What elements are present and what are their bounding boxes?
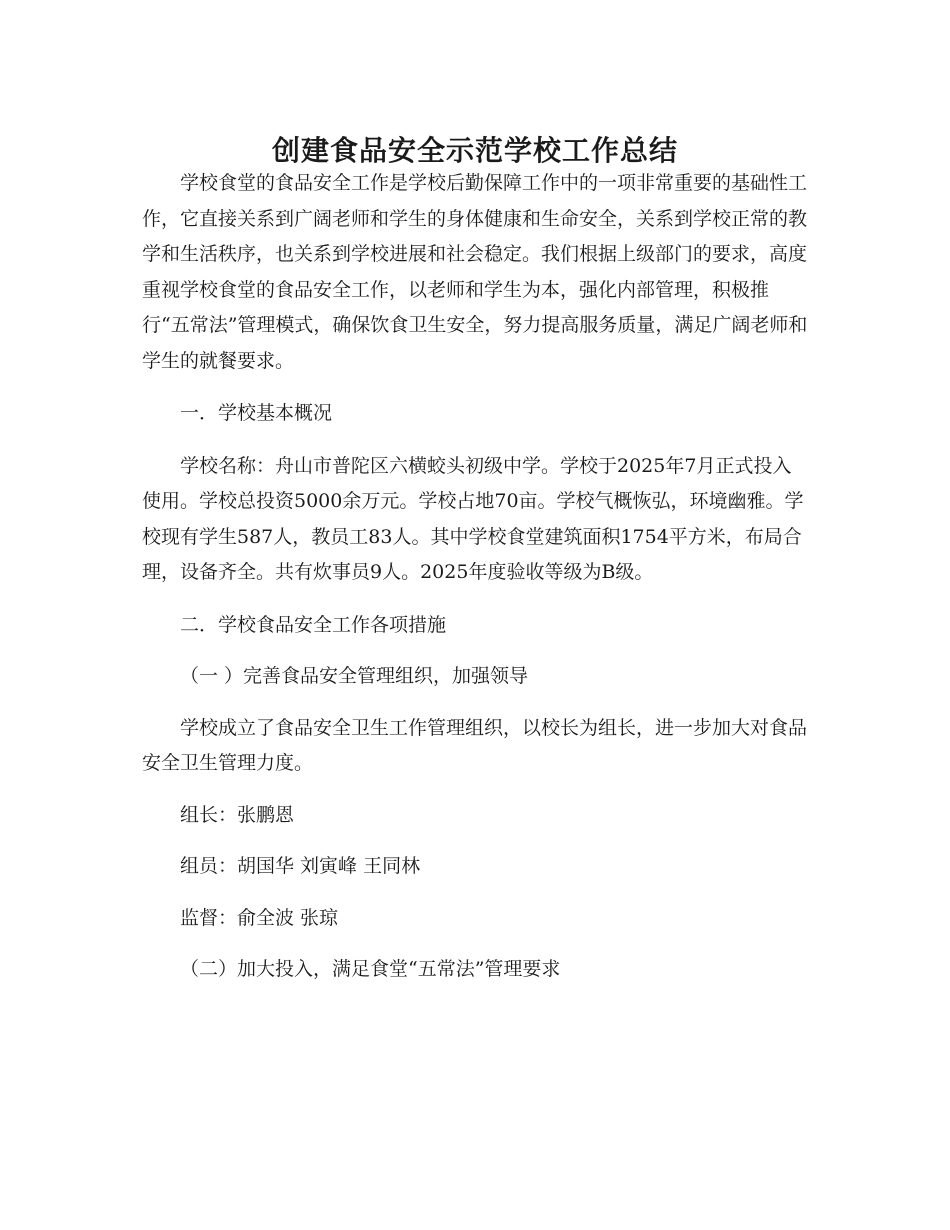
overview-paragraph: 学校名称：舟山市普陀区六横蛟头初级中学。学校于2025年7月正式投入使用。学校总投资5000余万元。学校占地70亩。学校气概恢弘，环境幽雅。学校现有学生587人，教员工83人。其中学校食堂建筑面积1754平方米，布局合理，设备齐全。共有炊事员9人。2025年度验收等级为B级。 (142, 454, 804, 583)
section-heading-measures: 二．学校食品安全工作各项措施 (180, 613, 447, 636)
document-body (142, 166, 810, 988)
group-leader-line: 组长：张鹏恩 (180, 803, 295, 826)
supervisors-line: 监督：俞全波 张琼 (180, 906, 339, 929)
subsection-heading-organization: （一 ）完善食品安全管理组织，加强领导 (180, 665, 529, 687)
group-members-line: 组员：胡国华 刘寅峰 王同林 (180, 855, 421, 877)
subsection-heading-investment: （二）加大投入，满足食堂“五常法”管理要求 (180, 958, 561, 980)
organization-paragraph: 学校成立了食品安全卫生工作管理组织，以校长为组长，进一步加大对食品安全卫生管理力度。 (142, 716, 808, 774)
intro-paragraph: 学校食堂的食品安全工作是学校后勤保障工作中的一项非常重要的基础性工作，它直接关系到广阔老师和学生的身体健康和生命安全，关系到学校正常的教学和生活秩序，也关系到学校进展和社会稳定。我们根据上级部门的要求，高度重视学校食堂的食品安全工作，以老师和学生为本，强化内部管理，积极推行“五常法”管理模式，确保饮食卫生安全，努力提高服务质量，满足广阔老师和学生的就餐要求。 (142, 172, 808, 372)
document-title: 创建食品安全示范学校工作总结 (271, 133, 678, 167)
section-heading-overview: 一．学校基本概况 (180, 402, 333, 424)
